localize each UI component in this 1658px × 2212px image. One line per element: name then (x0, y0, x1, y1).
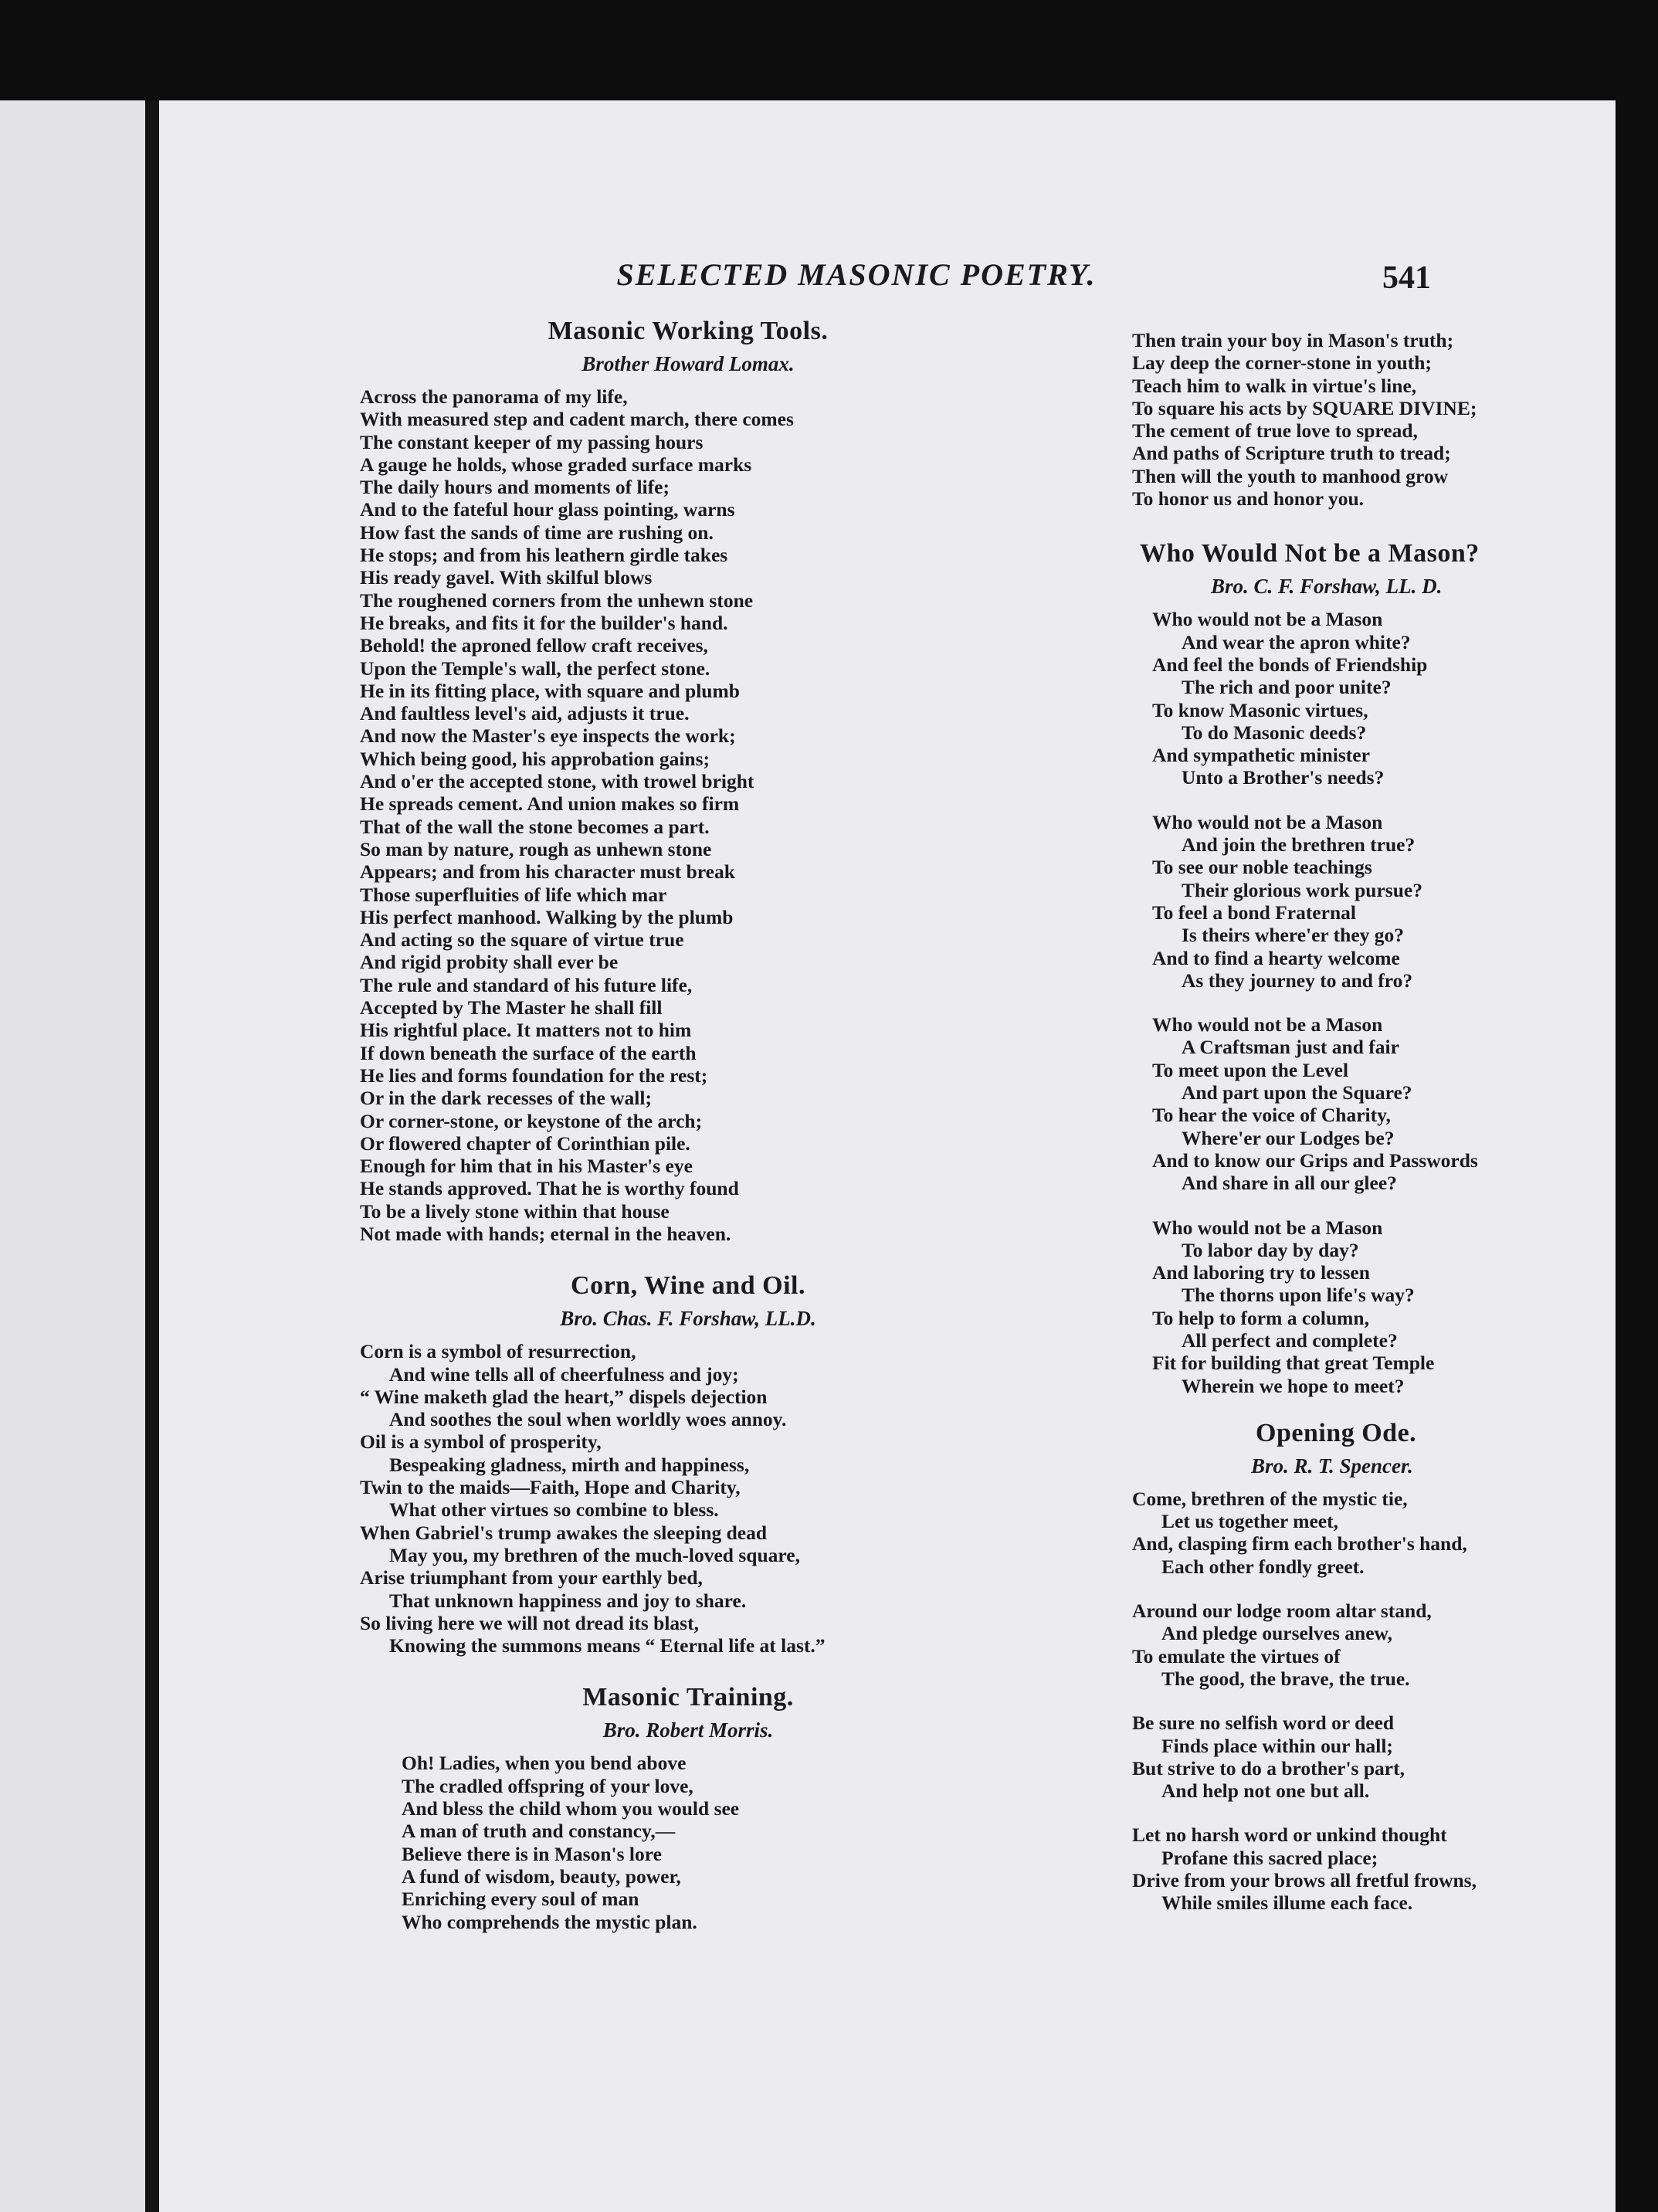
poem-line: And part upon the Square? (1182, 1081, 1412, 1104)
poem-line: The good, the brave, the true. (1161, 1667, 1410, 1690)
poem-line: Oh! Ladies, when you bend above (402, 1752, 687, 1775)
poem-line: Teach him to walk in virtue's line, (1132, 374, 1417, 397)
poem-line: The daily hours and moments of life; (360, 476, 670, 499)
poem-line: A fund of wisdom, beauty, power, (402, 1864, 681, 1888)
poem-line: Who would not be a Mason (1152, 1216, 1383, 1239)
poem-line: The thorns upon life's way? (1182, 1284, 1415, 1307)
stanza (1132, 1488, 1642, 1578)
poem-line: As they journey to and fro? (1182, 969, 1413, 992)
poem-line: And to find a hearty welcome (1152, 946, 1400, 969)
poem-line: Then train your boy in Mason's truth; (1132, 329, 1454, 351)
poem-line: To be a lively stone within that house (360, 1199, 670, 1223)
poem-line: Their glorious work pursue? (1182, 878, 1422, 901)
poem-line: And bless the child whom you would see (402, 1797, 740, 1820)
poem-author: Bro. Chas. F. Forshaw, LL.D. (560, 1307, 816, 1331)
poem-stanzas (962, 608, 1642, 1397)
poem-line: And faultless level's aid, adjusts it true. (360, 702, 690, 725)
poem-line: Come, brethren of the mystic tie, (1132, 1487, 1408, 1510)
poem-line: Where'er our Lodges be? (1182, 1126, 1395, 1149)
stanza (1132, 1824, 1642, 1914)
poem-continued-lines (962, 329, 1642, 510)
running-head: SELECTED MASONIC POETRY. (616, 257, 1097, 292)
book-page (159, 100, 1616, 2212)
facing-page-edge (0, 0, 147, 2212)
poem-line: And join the brethren true? (1182, 833, 1416, 857)
poem-line: “ Wine maketh glad the heart,” dispels dejection (360, 1385, 768, 1408)
stanza (1152, 811, 1642, 992)
poem-line: Drive from your brows all fretful frowns, (1132, 1869, 1477, 1892)
poem-line: And sympathetic minister (1152, 744, 1370, 767)
poem-line: To labor day by day? (1182, 1238, 1359, 1261)
poem-line: He in its fitting place, with square and plumb (360, 679, 740, 702)
poem-line: Oil is a symbol of prosperity, (360, 1430, 602, 1454)
poem-line: The roughened corners from the unhewn stone (360, 589, 754, 612)
poem-line: To honor us and honor you. (1132, 487, 1365, 511)
poem-line: And wear the apron white? (1182, 630, 1411, 653)
poem-line: Enough for him that in his Master's eye (360, 1155, 693, 1178)
poem-line: Enriching every soul of man (402, 1888, 639, 1911)
poem-line: And paths of Scripture truth to tread; (1132, 442, 1451, 465)
poem-line: While smiles illume each face. (1161, 1891, 1413, 1915)
poem-title: Opening Ode. (1256, 1418, 1417, 1447)
poem-line: And acting so the square of virtue true (360, 928, 684, 952)
poem-line: He breaks, and fits it for the builder's hand. (360, 611, 728, 634)
poem-line: If down beneath the surface of the earth (360, 1041, 697, 1064)
poem-title: Masonic Working Tools. (548, 317, 829, 345)
poem-line: A man of truth and constancy,— (402, 1820, 676, 1843)
poem-line: Accepted by The Master he shall fill (360, 996, 663, 1019)
poem-line: So man by nature, rough as unhewn stone (360, 837, 712, 860)
poem-line: So living here we will not dread its blast, (360, 1611, 699, 1634)
poem-stanzas (962, 1488, 1642, 1915)
poem-line: His rightful place. It matters not to him (360, 1019, 692, 1042)
poem-line: And share in all our glee? (1182, 1172, 1397, 1195)
poem-line: And pledge ourselves anew, (1161, 1622, 1392, 1645)
poem-line: All perfect and complete? (1182, 1328, 1398, 1352)
poem-line: His ready gavel. With skilful blows (360, 566, 653, 589)
poem-lines (352, 385, 1024, 1245)
page-number: 541 (1382, 260, 1431, 296)
right-column (962, 329, 1642, 1936)
poem-line: Arise triumphant from your earthly bed, (360, 1566, 703, 1589)
poem-line: To see our noble teachings (1152, 856, 1372, 879)
poem-line: Or flowered chapter of Corinthian pile. (360, 1131, 690, 1155)
poem-line: Around our lodge room altar stand, (1132, 1600, 1432, 1623)
stanza (1152, 608, 1642, 789)
poem-line: Behold! the aproned fellow craft receives, (360, 634, 708, 657)
poem-line: Who comprehends the mystic plan. (402, 1910, 697, 1933)
poem-line: And now the Master's eye inspects the work; (360, 724, 736, 748)
poem-line: The cement of true love to spread, (1132, 419, 1418, 443)
poem-line: The constant keeper of my passing hours (360, 430, 704, 453)
poem-line: Who would not be a Mason (1152, 810, 1383, 833)
poem-line: The cradled offspring of your love, (402, 1774, 693, 1797)
left-column (352, 317, 1024, 1933)
poem-line: Wherein we hope to meet? (1182, 1374, 1405, 1397)
poem-author: Bro. Robert Morris. (602, 1718, 774, 1742)
poem-line: To help to form a column, (1152, 1306, 1369, 1329)
poem-line: The rich and poor unite? (1182, 676, 1392, 699)
poem-who-would-not (962, 539, 1642, 1397)
poem-author: Bro. C. F. Forshaw, LL. D. (1211, 575, 1443, 599)
poem-working-tools (352, 317, 1024, 1245)
poem-line: To do Masonic deeds? (1182, 721, 1367, 744)
poem-masonic-training (352, 1683, 1024, 1932)
poem-corn-wine-oil (352, 1271, 1024, 1657)
poem-title: Masonic Training. (582, 1683, 794, 1712)
stanza (1152, 1013, 1642, 1194)
poem-line: To square his acts by SQUARE DIVINE; (1132, 396, 1477, 419)
poem-line: Unto a Brother's needs? (1182, 766, 1385, 789)
poem-line: And rigid probity shall ever be (360, 951, 619, 974)
poem-line: Lay deep the corner-stone in youth; (1132, 351, 1432, 375)
poem-line: May you, my brethren of the much-loved square, (389, 1543, 800, 1566)
poem-line: And wine tells all of cheerfulness and joy; (389, 1362, 739, 1386)
poem-line: With measured step and cadent march, there comes (360, 408, 794, 431)
poem-line: When Gabriel's trump awakes the sleeping dead (360, 1521, 768, 1544)
poem-line: Let us together meet, (1161, 1510, 1338, 1533)
poem-line: He stops; and from his leathern girdle takes (360, 544, 728, 567)
scan-border-top (0, 0, 1658, 100)
poem-line: And o'er the accepted stone, with trowel bright (360, 770, 754, 793)
poem-line: He stands approved. That he is worthy found (360, 1177, 739, 1200)
poem-line: Not made with hands; eternal in the heaven. (360, 1222, 731, 1245)
poem-line: A gauge he holds, whose graded surface marks (360, 453, 752, 476)
poem-line: The rule and standard of his future life, (360, 973, 693, 996)
poem-line: Across the panorama of my life, (360, 385, 628, 408)
poem-line: And feel the bonds of Friendship (1152, 653, 1428, 676)
poem-line: To emulate the virtues of (1132, 1644, 1341, 1667)
poem-line: A Craftsman just and fair (1182, 1036, 1399, 1059)
poem-line: And to know our Grips and Passwords (1152, 1148, 1478, 1172)
poem-line: Believe there is in Mason's lore (402, 1842, 662, 1865)
poem-line: Profane this sacred place; (1161, 1846, 1378, 1869)
poem-line: Who would not be a Mason (1152, 1013, 1383, 1036)
poem-line: Who would not be a Mason (1152, 608, 1383, 631)
poem-line: Bespeaking gladness, mirth and happiness, (389, 1453, 750, 1476)
stanza (1132, 1712, 1642, 1802)
poem-line: Corn is a symbol of resurrection, (360, 1340, 636, 1363)
poem-line: What other virtues so combine to bless. (389, 1498, 719, 1522)
poem-line: Appears; and from his character must break (360, 860, 735, 884)
poem-line: To hear the voice of Charity, (1152, 1104, 1391, 1127)
poem-lines (352, 1752, 1024, 1932)
poem-line: Upon the Temple's wall, the perfect stone. (360, 656, 710, 680)
poem-line: His perfect manhood. Walking by the plumb (360, 905, 734, 928)
stanza (1152, 1216, 1642, 1397)
poem-line: Finds place within our hall; (1161, 1734, 1393, 1757)
poem-line: To know Masonic virtues, (1152, 698, 1368, 721)
poem-opening-ode (962, 1419, 1642, 1915)
stanza (1132, 1600, 1642, 1690)
poem-line: Be sure no selfish word or deed (1132, 1712, 1395, 1735)
poem-line: And soothes the soul when worldly woes annoy. (389, 1408, 787, 1431)
poem-title: Corn, Wine and Oil. (571, 1271, 805, 1301)
poem-lines (352, 1340, 1024, 1657)
gutter-shadow (145, 93, 159, 2212)
poem-line: Twin to the maids—Faith, Hope and Charity, (360, 1476, 741, 1499)
poem-line: Then will the youth to manhood grow (1132, 464, 1449, 487)
poem-line: But strive to do a brother's part, (1132, 1756, 1405, 1779)
poem-author: Brother Howard Lomax. (581, 352, 795, 375)
poem-line: Those superfluities of life which mar (360, 883, 667, 906)
poem-line: And laboring try to lessen (1152, 1261, 1370, 1284)
poem-line: Or in the dark recesses of the wall; (360, 1087, 652, 1110)
poem-line: Let no harsh word or unkind thought (1132, 1824, 1447, 1847)
poem-line: To meet upon the Level (1152, 1058, 1349, 1081)
poem-line: And help not one but all. (1161, 1779, 1370, 1803)
poem-line: And, clasping firm each brother's hand, (1132, 1532, 1467, 1556)
poem-line: To feel a bond Fraternal (1152, 901, 1356, 924)
poem-line: And to the fateful hour glass pointing, warns (360, 498, 735, 521)
poem-line: That of the wall the stone becomes a part. (360, 815, 710, 838)
poem-line: How fast the sands of time are rushing on. (360, 521, 714, 544)
poem-line: Or corner-stone, or keystone of the arch; (360, 1109, 703, 1132)
poem-author: Bro. R. T. Spencer. (1251, 1454, 1413, 1477)
poem-line: Fit for building that great Temple (1152, 1352, 1435, 1375)
poem-line: Each other fondly greet. (1161, 1555, 1365, 1578)
poem-line: Is theirs where'er they go? (1182, 924, 1405, 947)
poem-line: That unknown happiness and joy to share. (389, 1589, 747, 1612)
poem-title: Who Would Not be a Mason? (1140, 539, 1480, 568)
poem-line: He lies and forms foundation for the rest; (360, 1064, 708, 1087)
poem-line: Which being good, his approbation gains; (360, 747, 710, 770)
poem-line: Knowing the summons means “ Eternal life at last.” (389, 1634, 826, 1657)
poem-line: He spreads cement. And union makes so firm (360, 792, 740, 816)
